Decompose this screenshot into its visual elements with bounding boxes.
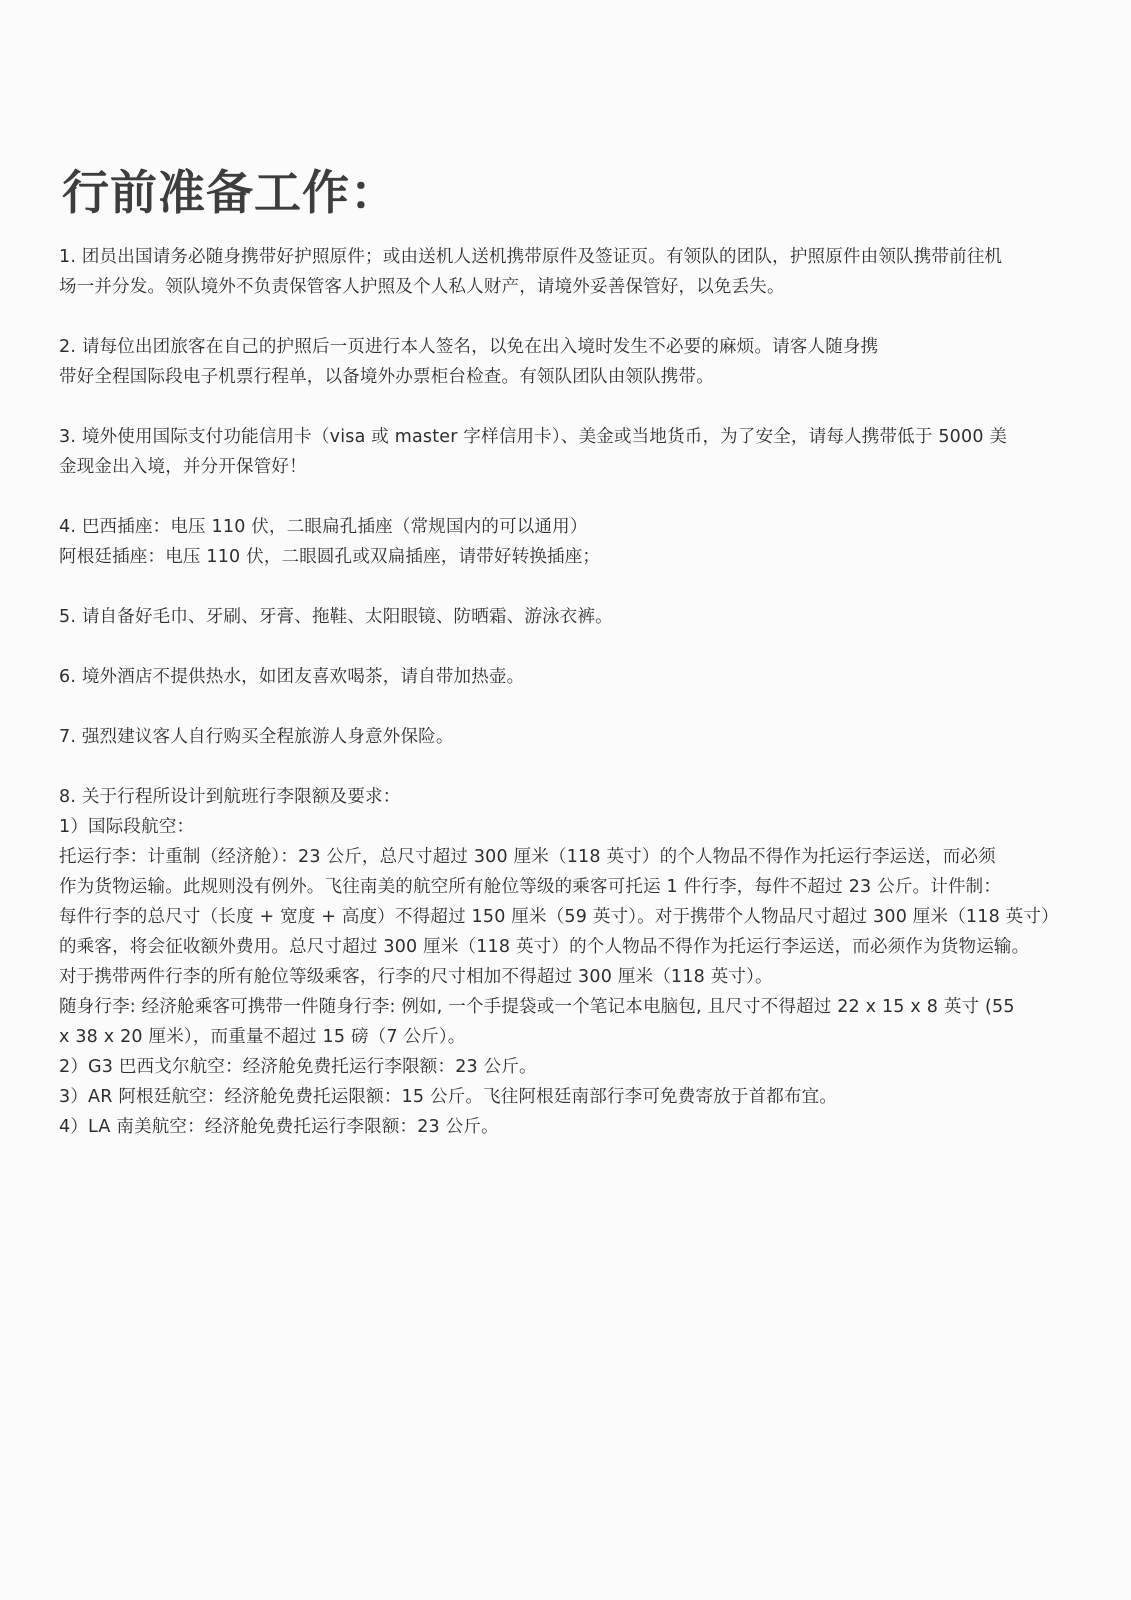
paragraph-line: 1. 团员出国请务必随身携带好护照原件；或由送机人送机携带原件及签证页。有领队的团队，护照原件由领队携带前往机: [59, 247, 1003, 267]
paragraph-line: 3. 境外使用国际支付功能信用卡（visa 或 master 字样信用卡）、美金或当地货币，为了安全，请每人携带低于 5000 美: [59, 427, 1008, 447]
page-title: 行前准备工作：: [62, 166, 398, 221]
paragraph-line: 2. 请每位出团旅客在自己的护照后一页进行本人签名，以免在出入境时发生不必要的麻烦。请客人随身携: [59, 337, 879, 357]
paragraph-line: 的乘客，将会征收额外费用。总尺寸超过 300 厘米（118 英寸）的个人物品不得作为托运行李运送，而必须作为货物运输。: [59, 937, 1030, 957]
paragraph-line: 场一并分发。领队境外不负责保管客人护照及个人私人财产，请境外妥善保管好，以免丢失。: [59, 277, 785, 297]
paragraph-line: 作为货物运输。此规则没有例外。飞往南美的航空所有舱位等级的乘客可托运 1 件行李，每件不超过 23 公斤。计件制：: [59, 877, 1002, 897]
paragraph-line: 4. 巴西插座：电压 110 伏，二眼扁孔插座（常规国内的可以通用）: [59, 517, 588, 537]
paragraph-line: 6. 境外酒店不提供热水，如团友喜欢喝茶，请自带加热壶。: [59, 667, 525, 687]
paragraph-line: 1）国际段航空：: [59, 817, 195, 837]
paragraph-line: 8. 关于行程所设计到航班行李限额及要求：: [59, 787, 401, 807]
paragraph-line: 对于携带两件行李的所有舱位等级乘客，行李的尺寸相加不得超过 300 厘米（118 英寸）。: [59, 967, 773, 987]
paragraph-line: 3）AR 阿根廷航空：经济舱免费托运限额：15 公斤。飞往阿根廷南部行李可免费寄放于首都布宜。: [59, 1087, 838, 1107]
paragraph-line: 托运行李：计重制（经济舱）：23 公斤，总尺寸超过 300 厘米（118 英寸）的个人物品不得作为托运行李运送，而必须: [59, 847, 996, 867]
paragraph-line: 阿根廷插座：电压 110 伏，二眼圆孔或双扁插座，请带好转换插座；: [59, 547, 601, 567]
paragraph-line: 金现金出入境，并分开保管好！: [59, 457, 307, 477]
paragraph-line: 4）LA 南美航空：经济舱免费托运行李限额：23 公斤。: [59, 1117, 499, 1137]
paragraph-line: 7. 强烈建议客人自行购买全程旅游人身意外保险。: [59, 727, 454, 747]
paragraph-line: x 38 x 20 厘米），而重量不超过 15 磅（7 公斤）。: [59, 1027, 466, 1047]
paragraph-line: 带好全程国际段电子机票行程单，以备境外办票柜台检查。有领队团队由领队携带。: [59, 367, 714, 387]
paragraph-line: 5. 请自备好毛巾、牙刷、牙膏、拖鞋、太阳眼镜、防晒霜、游泳衣裤。: [59, 607, 613, 627]
paragraph-line: 随身行李: 经济舱乘客可携带一件随身行李: 例如, 一个手提袋或一个笔记本电脑包, 且尺寸不得超过 22 x 15 x 8 英寸 (55: [59, 997, 1015, 1017]
paragraph-line: 每件行李的总尺寸（长度 + 宽度 + 高度）不得超过 150 厘米（59 英寸）。对于携带个人物品尺寸超过 300 厘米（118 英寸）: [59, 907, 1059, 927]
paragraph-line: 2）G3 巴西戈尔航空：经济舱免费托运行李限额：23 公斤。: [59, 1057, 537, 1077]
